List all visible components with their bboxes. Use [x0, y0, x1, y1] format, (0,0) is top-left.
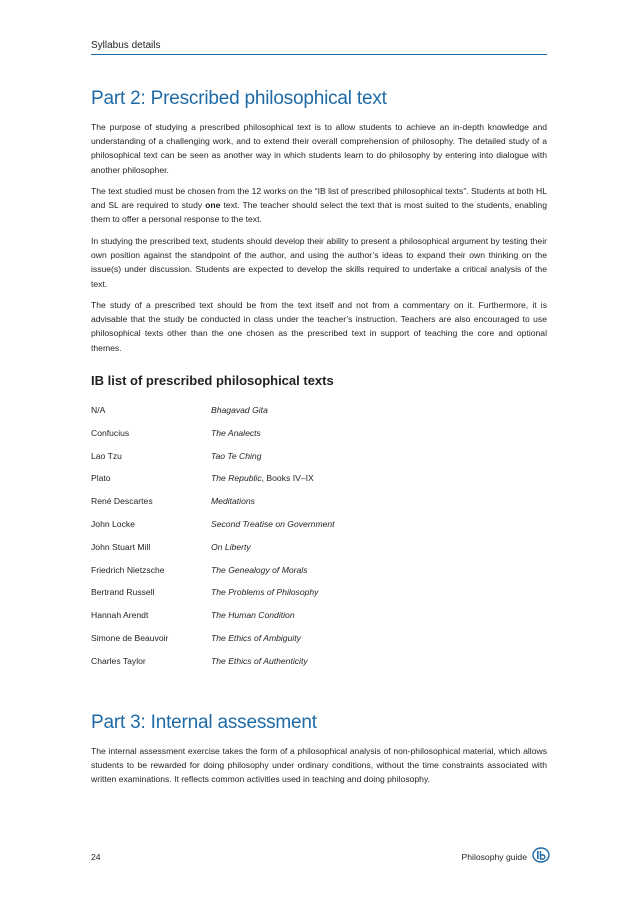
guide-title: Philosophy guide	[461, 852, 527, 862]
table-row	[91, 633, 547, 656]
section-header: Syllabus details	[91, 40, 161, 51]
author-cell: John Locke	[91, 518, 135, 529]
part3-heading: Part 3: Internal assessment	[91, 712, 317, 733]
work-title: The Ethics of Ambiguity	[211, 632, 301, 643]
author-cell: Friedrich Nietzsche	[91, 564, 165, 575]
work-cell	[211, 428, 547, 451]
table-row	[91, 473, 547, 496]
table-row	[91, 496, 547, 519]
table-row	[91, 542, 547, 565]
author-cell: Plato	[91, 473, 111, 484]
ib-logo-icon	[532, 847, 550, 863]
work-cell	[211, 496, 547, 519]
author-cell: René Descartes	[91, 496, 153, 507]
author-cell: Hannah Arendt	[91, 610, 149, 621]
work-cell	[211, 587, 547, 610]
part2-paragraph-2-text-a: The text studied must be chosen from the 12 works on the “IB list of prescribed philosophical texts”. Students at both HL and SL are required to study	[91, 186, 547, 211]
part2-paragraph-2	[91, 184, 547, 227]
table-row	[91, 428, 547, 451]
work-title: The Republic	[211, 473, 262, 484]
author-cell: Charles Taylor	[91, 655, 146, 666]
table-row	[91, 519, 547, 542]
work-title: On Liberty	[211, 541, 251, 552]
work-cell	[211, 451, 547, 474]
author-cell: Lao Tzu	[91, 450, 122, 461]
work-cell	[211, 519, 547, 542]
table-row	[91, 405, 547, 428]
work-suffix: , Books IV–IX	[261, 473, 314, 484]
work-title: The Genealogy of Morals	[211, 564, 308, 575]
table-row	[91, 656, 547, 679]
work-cell	[211, 542, 547, 565]
work-title: Tao Te Ching	[211, 450, 262, 461]
author-cell: N/A	[91, 405, 106, 415]
table-row	[91, 451, 547, 474]
part2-paragraph-1: The purpose of studying a prescribed philosophical text is to allow students to achieve an in-depth knowledge and understanding of a challenging work, and to extend their overall comprehension of philosophy. The detailed study of a philosophical text can be seen as another way in which students learn to do philosophy by entering into dialogue with another philosopher.	[91, 122, 547, 175]
work-title: Second Treatise on Government	[211, 518, 335, 529]
work-title: The Analects	[211, 427, 261, 438]
work-cell	[211, 633, 547, 656]
part2-paragraph-2-text-b: text. The teacher should select the text that is most suited to the students, enabling them to offer a personal response to the text.	[91, 200, 547, 225]
header-rule	[91, 54, 547, 55]
part3-paragraph-1: The internal assessment exercise takes the form of a philosophical analysis of non-philosophical material, which allows students to be rewarded for doing philosophy under ordinary conditions, without the time constraints associated with written examinations. It reflects common activities used in teaching and doing philosophy.	[91, 746, 547, 785]
author-cell: John Stuart Mill	[91, 541, 151, 552]
table-row	[91, 587, 547, 610]
work-cell	[211, 656, 547, 679]
part2-paragraph-3: In studying the prescribed text, students should develop their ability to present a philosophical argument by testing their own position against the standpoint of the author, and using the author’s ideas to expand their own thinking on the issue(s) under discussion. Students are expected to develop the skills required to undertake a critical analysis of the text.	[91, 236, 547, 289]
prescribed-texts-table	[91, 405, 547, 679]
work-title: The Human Condition	[211, 610, 295, 621]
prescribed-texts-heading: IB list of prescribed philosophical texts	[91, 373, 334, 388]
author-cell: Confucius	[91, 427, 130, 438]
part2-paragraph-2-emphasis: one	[205, 200, 221, 211]
work-title: Bhagavad Gita	[211, 405, 268, 415]
work-title: Meditations	[211, 496, 255, 507]
work-cell	[211, 565, 547, 588]
part2-paragraph-4: The study of a prescribed text should be from the text itself and not from a commentary on it. Furthermore, it is advisable that the study be conducted in class under the teacher’s instruction. Teachers are also encouraged to use philosophical texts other than the one chosen as the prescribed text in support of teaching the core and optional themes.	[91, 300, 547, 353]
author-cell: Simone de Beauvoir	[91, 632, 169, 643]
work-title: The Problems of Philosophy	[211, 587, 319, 598]
work-cell	[211, 473, 547, 496]
work-cell	[211, 610, 547, 633]
author-cell: Bertrand Russell	[91, 587, 155, 598]
table-row	[91, 565, 547, 588]
part2-heading: Part 2: Prescribed philosophical text	[91, 88, 387, 109]
table-row	[91, 610, 547, 633]
work-cell	[211, 405, 547, 428]
work-title: The Ethics of Authenticity	[211, 655, 308, 666]
page-number: 24	[91, 852, 101, 862]
